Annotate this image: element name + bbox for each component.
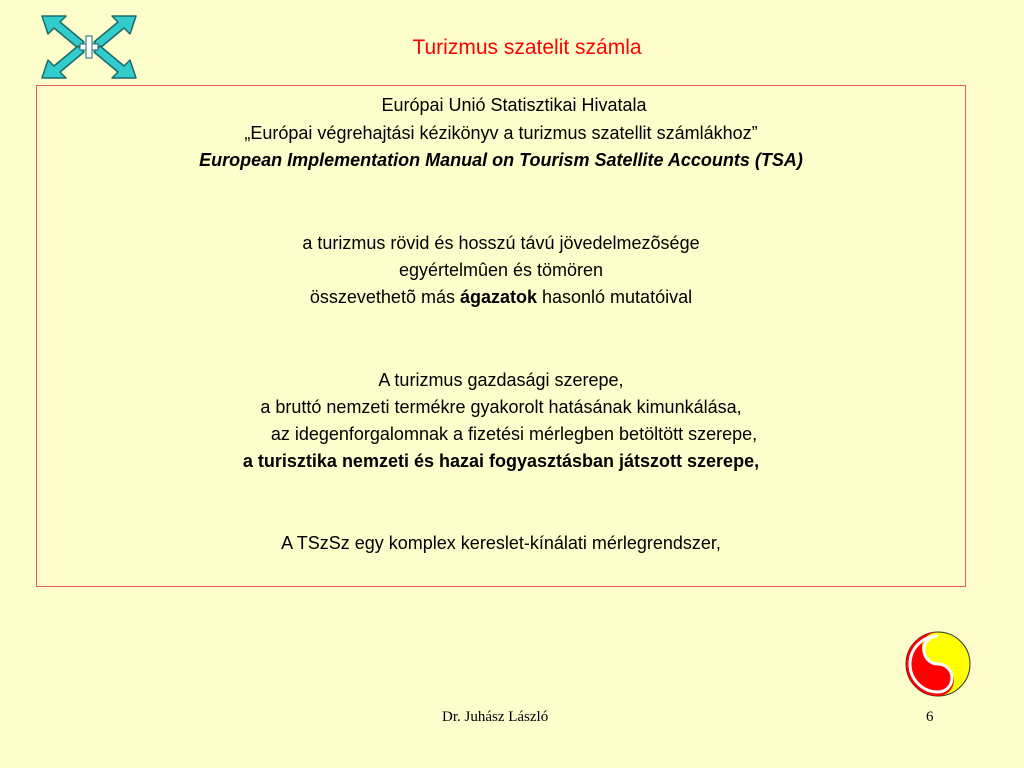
clear-line: egyértelmûen és tömören [398,260,604,280]
profitability-line: a turizmus rövid és hosszú távú jövedelmezõsége [302,233,700,253]
comparable-suffix: hasonló mutatóival [537,287,693,307]
footer-author: Dr. Juhász László [442,709,549,725]
comparable-line [37,286,965,308]
gross-impact-line: a bruttó nemzeti termékre gyakorolt hatásának kimunkálása, [260,397,742,417]
manual-hu-line: „Európai végrehajtási kézikönyv a turizmus szatellit számlákhoz” [244,123,758,143]
agency-text: Európai Unió Statisztikai Hivatala [381,95,647,115]
consumption-role-line: a turisztika nemzeti és hazai fogyasztásban játszott szerepe, [242,451,760,471]
balance-role-line [37,423,965,445]
page-number: 6 [926,709,934,725]
comparable-bold: ágazatok [459,287,537,307]
tsa-system-line: A TSzSz egy komplex kereslet-kínálati mérlegrendszer, [281,533,721,553]
content-box [36,85,966,587]
yin-yang-logo-icon [904,630,972,698]
agency-line [37,94,965,116]
comparable-prefix: összevethetõ más [309,287,460,307]
economic-role-line: A turizmus gazdasági szerepe, [378,370,624,390]
balance-role-text: az idegenforgalomnak a fizetési mérlegben betöltött szerepe, [270,424,758,444]
page-title: Turizmus szatelit számla [412,36,642,59]
manual-en-line: European Implementation Manual on Tourism Satellite Accounts (TSA) [199,150,803,170]
